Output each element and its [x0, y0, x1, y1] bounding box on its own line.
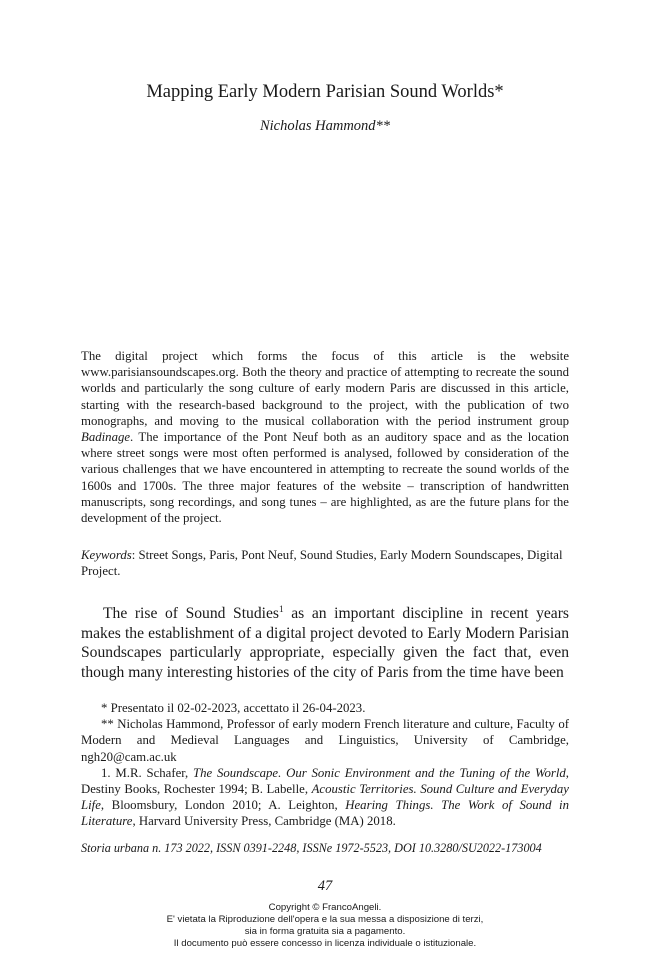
keywords-label: Keywords [81, 548, 132, 562]
footnote-star: * Presentato il 02-02-2023, accettato il 26-04-2023. [101, 701, 366, 715]
footnote-1-title-2: Acoustic Territories. Sound Culture and Everyday Life [81, 782, 569, 813]
abstract-italic-term: Badinage [81, 430, 131, 445]
footnote-double-star: ** Nicholas Hammond, Professor of early modern French literature and culture, Faculty of Modern and Medieval Languages and Linguistics, University of Cambridge, ngh20@cam.ac.uk [81, 717, 569, 764]
copyright-line-4: Il documento può essere concesso in licenza individuale o istituzionale. [173, 938, 477, 949]
copyright-line-3: sia in forma gratuita sia a pagamento. [244, 926, 406, 937]
abstract [81, 348, 569, 526]
body-paragraph [81, 604, 569, 682]
article-author: Nicholas Hammond** [259, 118, 391, 134]
page-number: 47 [317, 878, 333, 894]
abstract-text-1: The digital project which forms the focus of this article is the website www.parisiansoundscapes.org. Both the theory and practice of attempting to recreate the sound worlds and particularly the song culture of early modern Paris are discussed in this article, starting with the research-based background to the project, with the publication of two monographs, and moving to the musical collaboration with the period instrument group [81, 349, 569, 428]
abstract-paragraph [81, 348, 569, 526]
footnotes [81, 700, 569, 830]
copyright-notice [0, 902, 650, 950]
abstract-text-2: . The importance of the Pont Neuf both as an auditory space and as the location where street songs were most often performed is analysed, followed by consideration of the various challenges that we have encountered in attempting to recreate the sound worlds of the 1600s and 1700s. The three major features of the website – transcription of handwritten manuscripts, song recordings, and song tunes – are highlighted, as are the future plans for the development of the project. [81, 430, 569, 526]
copyright-line-1: Copyright © FrancoAngeli. [268, 902, 382, 913]
body-text-1: The rise of Sound Studies [103, 605, 279, 622]
footnote-1-part-a: 1. M.R. Schafer, [101, 765, 194, 780]
article-title: Mapping Early Modern Parisian Sound Worlds* [146, 82, 504, 102]
keywords-text: : Street Songs, Paris, Pont Neuf, Sound Studies, Early Modern Soundscapes, Digital Project. [81, 548, 563, 579]
footnote-1-title-3: Hearing Things. The Work of Sound in Literature [81, 798, 569, 829]
footnote-1-title-1: The Soundscape. Our Sonic Environment and the Tuning of the World [193, 765, 566, 780]
footnote-1-part-e: , Bloomsbury, London 2010; A. Leighton, [100, 798, 346, 813]
footnote-1-part-g: , Harvard University Press, Cambridge (MA) 2018. [132, 814, 396, 829]
journal-citation-line: Storia urbana n. 173 2022, ISSN 0391-2248, ISSNe 1972-5523, DOI 10.3280/SU2022-173004 [81, 841, 542, 855]
copyright-line-2: E' vietata la Riproduzione dell'opera e la sua messa a disposizione di terzi, [166, 914, 484, 925]
keywords [81, 547, 569, 579]
footnote-ref-1: 1 [278, 604, 284, 615]
body-text-2: as an important discipline in recent years makes the establishment of a digital project devoted to Early Modern Parisian Soundscapes particularly appropriate, especially given the fact that, even though many interesting histories of the city of Paris from the time have been [81, 605, 569, 681]
footnote-1-part-c: , Destiny Books, Rochester 1994; B. Labelle, [81, 765, 569, 797]
footnote-1 [81, 765, 569, 830]
